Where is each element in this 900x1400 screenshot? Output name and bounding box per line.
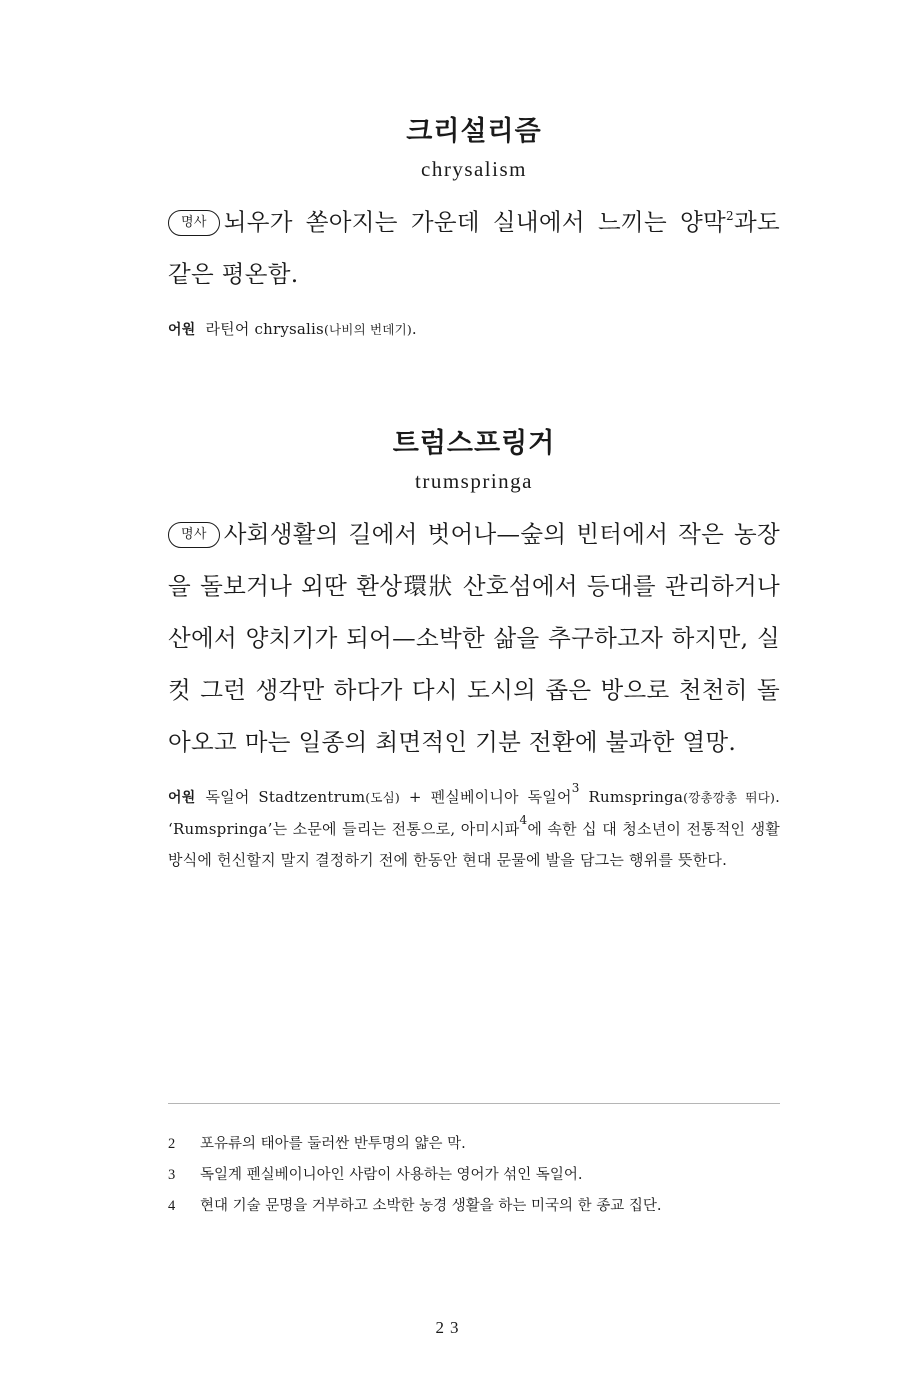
headword: 크리설리즘 bbox=[406, 116, 542, 147]
romanized-headword: trumspringa bbox=[415, 469, 533, 493]
part-of-speech-badge: 명사 bbox=[168, 522, 220, 548]
footnote-text: 현대 기술 문명을 거부하고 소박한 농경 생활을 하는 미국의 한 종교 집단. bbox=[200, 1198, 662, 1214]
footnote-number: 3 bbox=[168, 1167, 176, 1183]
etymology-text-3: Rumspringa bbox=[579, 788, 684, 806]
definition-text: 뇌우가 쏟아지는 가운데 실내에서 느끼는 양막 bbox=[223, 208, 727, 236]
footnote-number: 4 bbox=[168, 1198, 176, 1214]
footnote bbox=[168, 1134, 780, 1154]
page-number: 23 bbox=[435, 1318, 465, 1337]
footnote bbox=[168, 1196, 780, 1216]
romanized-headword: chrysalism bbox=[421, 157, 527, 181]
footnote-ref-2[interactable]: 4 bbox=[519, 813, 528, 827]
etymology-gloss: (나비의 번데기) bbox=[323, 322, 412, 337]
footnote-text: 독일계 펜실베이니아인 사람이 사용하는 영어가 섞인 독일어. bbox=[200, 1167, 583, 1183]
part-of-speech-badge: 명사 bbox=[168, 210, 220, 236]
footnote-number: 2 bbox=[168, 1136, 176, 1152]
definition bbox=[168, 196, 780, 300]
etymology-gloss-2: (깡총깡총 뛰다) bbox=[683, 790, 776, 805]
footnote-divider bbox=[168, 1103, 780, 1104]
etymology-text-5: 에 속한 십 대 청소년이 전통적인 생활 방식에 헌신할지 말지 결정하기 전에 한동안 현대 문물에 발을 담그는 행위를 뜻한다. bbox=[168, 820, 780, 869]
etymology-text: 독일어 Stadtzentrum bbox=[205, 788, 366, 806]
etymology-label: 어원 bbox=[168, 322, 196, 338]
etymology-label: 어원 bbox=[168, 790, 196, 806]
etymology-text-4: . ‘Rumspringa’는 소문에 들리는 전통으로, 아미시파 bbox=[168, 788, 781, 838]
footnote bbox=[168, 1165, 780, 1185]
etymology bbox=[168, 314, 780, 346]
footnotes bbox=[168, 1134, 780, 1227]
entry-trumspringa bbox=[168, 424, 780, 876]
footnote-ref[interactable]: 2 bbox=[726, 209, 734, 223]
etymology-text: 라틴어 chrysalis bbox=[205, 320, 324, 338]
etymology-text-2: + 펜실베이니아 독일어 bbox=[399, 788, 572, 806]
entry-chrysalism bbox=[168, 112, 780, 346]
etymology-gloss: (도심) bbox=[365, 790, 400, 805]
footnote-text: 포유류의 태아를 둘러싼 반투명의 얇은 막. bbox=[200, 1136, 466, 1152]
etymology-end: . bbox=[411, 320, 417, 338]
definition-text-cont: 과도 같은 평온함. bbox=[168, 208, 780, 288]
footnote-ref[interactable]: 3 bbox=[571, 781, 580, 795]
definition bbox=[168, 508, 780, 768]
headword: 트럼스프링거 bbox=[392, 428, 556, 459]
etymology bbox=[168, 782, 780, 876]
definition-text: 사회생활의 길에서 벗어나—숲의 빈터에서 작은 농장을 돌보거나 외딴 환상環狀 산호섬에서 등대를 관리하거나 산에서 양치기가 되어—소박한 삶을 추구하고자 하지만, 실컷 그런 생각만 하다가 다시 도시의 좁은 방으로 천천히 돌아오고 마는 일종의 최면적인 기분 전환에 불과한 열망. bbox=[168, 520, 780, 756]
